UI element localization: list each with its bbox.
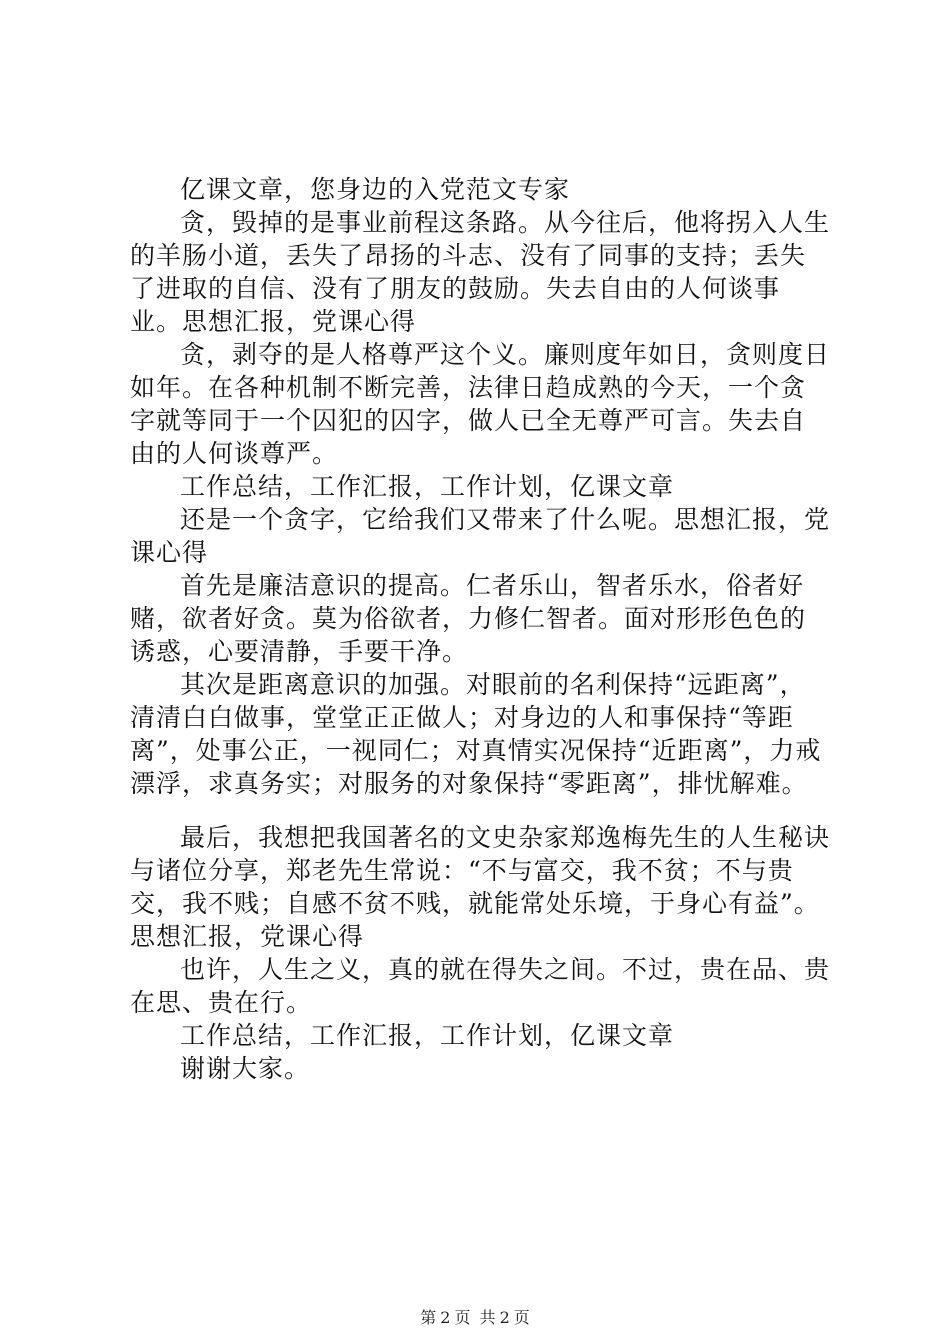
footer-total-prefix: 共	[479, 1308, 496, 1327]
footer-page-number: 2	[440, 1308, 451, 1327]
paragraph-thanks: 谢谢大家。	[180, 1054, 311, 1083]
paragraph-perhaps: 也许，人生之义，真的就在得失之间。不过，贵在品、贵在思、贵在行。	[130, 955, 831, 1017]
paragraph-header-line: 亿课文章，您身边的入党范文专家	[180, 175, 571, 204]
footer-total-pages: 2	[499, 1308, 510, 1327]
paragraph-integrity: 首先是廉洁意识的提高。仁者乐山，智者乐水，俗者好赌，欲者好贪。莫为俗欲者，力修仁智者。面对形形色色的诱惑，心要清静，手要干净。	[130, 571, 807, 666]
paragraph-ad-line-1: 工作总结，工作汇报，工作计划，亿课文章	[180, 472, 675, 501]
document-body	[130, 173, 830, 1085]
paragraph-what-brings: 还是一个贪字，它给我们又带来了什么呢。思想汇报，党课心得	[130, 505, 831, 567]
paragraph-ad-line-2: 工作总结，工作汇报，工作计划，亿课文章	[180, 1021, 675, 1050]
footer-page-suffix: 页	[454, 1308, 471, 1327]
footer-total-suffix: 页	[513, 1308, 530, 1327]
paragraph-greed-dignity: 贪，剥夺的是人格尊严这个义。廉则度年如日，贪则度日如年。在各种机制不断完善，法律日趋成熟的今天，一个贪字就等同于一个囚犯的囚字，做人已全无尊严可言。失去自由的人何谈尊严。	[130, 340, 831, 468]
footer-page-prefix: 第	[420, 1308, 437, 1327]
page-footer	[0, 1305, 950, 1328]
paragraph-distance: 其次是距离意识的加强。对眼前的名利保持“远距离”，清清白白做事，堂堂正正做人；对身边的人和事保持“等距离”，处事公正，一视同仁；对真情实况保持“近距离”，力戒漂浮，求真务实；对服务的对象保持“零距离”，排忧解难。	[130, 670, 822, 798]
paragraph-greed-career: 贪，毁掉的是事业前程这条路。从今往后，他将拐入人生的羊肠小道，丢失了昂扬的斗志、没有了同事的支持；丢失了进取的自信、没有了朋友的鼓励。失去自由的人何谈事业。思想汇报，党课心得	[130, 208, 831, 336]
paragraph-finally: 最后，我想把我国著名的文史杂家郑逸梅先生的人生秘诀与诸位分享，郑老先生常说：“不与富交，我不贫；不与贵交，我不贱；自感不贫不贱，就能常处乐境，于身心有益”。思想汇报，党课心得	[130, 823, 831, 951]
